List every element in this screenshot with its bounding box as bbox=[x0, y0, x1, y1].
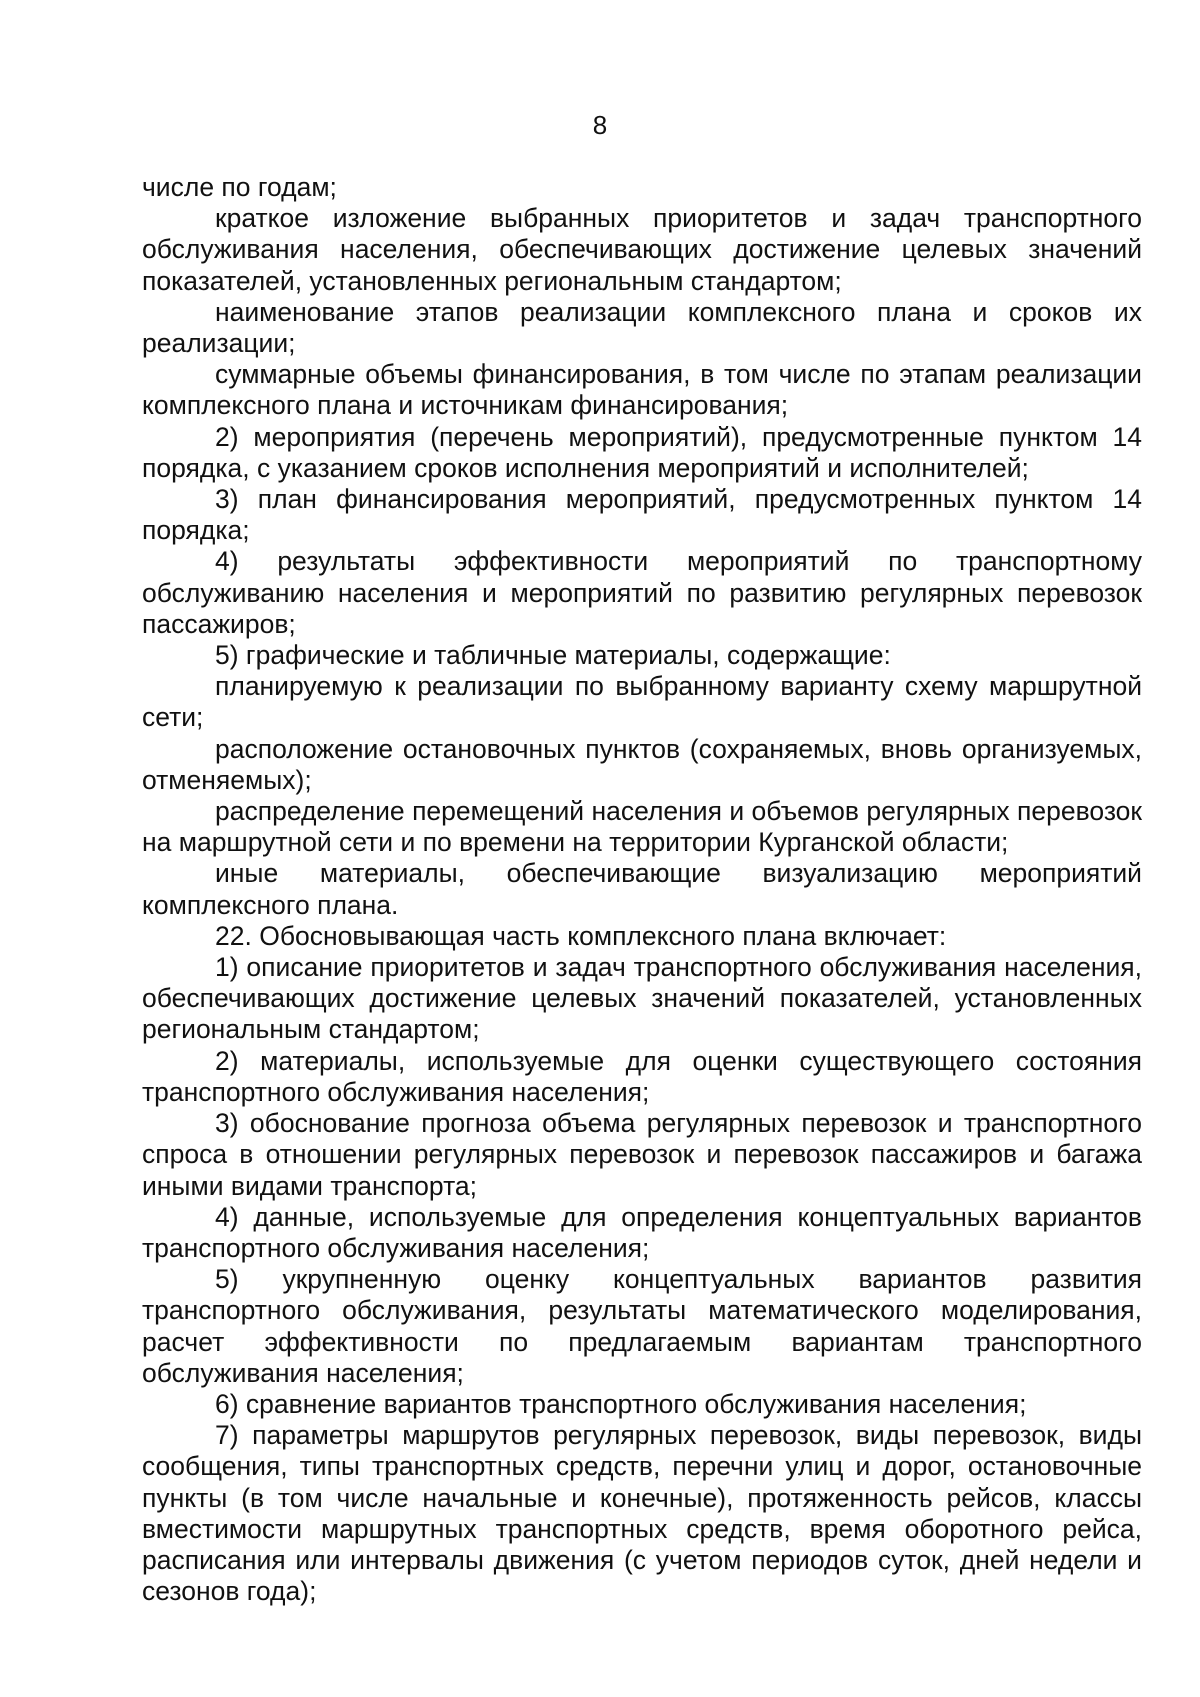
document-body bbox=[142, 172, 1142, 1607]
section-heading-paragraph: 22. Обосновывающая часть комплексного плана включает: bbox=[215, 920, 947, 951]
paragraph: 5) укрупненную оценку концептуальных вариантов развития транспортного обслуживания, результаты математического моделирования, расчет эффективности по предлагаемым вариантам транспортного обслуживания населения; bbox=[142, 1264, 1142, 1388]
paragraph: 2) мероприятия (перечень мероприятий), предусмотренные пунктом 14 порядка, с указанием сроков исполнения мероприятий и исполнителей; bbox=[142, 421, 1142, 483]
paragraph: 6) сравнение вариантов транспортного обслуживания населения; bbox=[215, 1388, 1027, 1419]
paragraph: иные материалы, обеспечивающие визуализацию мероприятий комплексного плана. bbox=[142, 858, 1142, 920]
page-number: 8 bbox=[592, 110, 608, 140]
paragraph: 5) графические и табличные материалы, содержащие: bbox=[215, 640, 891, 671]
paragraph: 7) параметры маршрутов регулярных перевозок, виды перевозок, виды сообщения, типы транспортных средств, перечни улиц и дорог, остановочные пункты (в том числе начальные и конечные), протяженность рейсов, классы вместимости маршрутных транспортных средств, время оборотного рейса, расписания или интервалы движения (с учетом периодов суток, дней недели и сезонов года); bbox=[142, 1420, 1142, 1607]
paragraph: 1) описание приоритетов и задач транспортного обслуживания населения, обеспечивающих достижение целевых значений показателей, установленных региональным стандартом; bbox=[142, 952, 1142, 1045]
paragraph: расположение остановочных пунктов (сохраняемых, вновь организуемых, отменяемых); bbox=[142, 733, 1142, 795]
paragraph: наименование этапов реализации комплексного плана и сроков их реализации; bbox=[142, 296, 1142, 359]
paragraph: 4) данные, используемые для определения концептуальных вариантов транспортного обслуживания населения; bbox=[142, 1201, 1142, 1263]
paragraph: 3) обоснование прогноза объема регулярных перевозок и транспортного спроса в отношении регулярных перевозок и перевозок пассажиров и багажа иными видами транспорта; bbox=[142, 1108, 1142, 1201]
paragraph: распределение перемещений населения и объемов регулярных перевозок на маршрутной сети и по времени на территории Курганской области; bbox=[142, 796, 1142, 858]
paragraph: планируемую к реализации по выбранному варианту схему маршрутной сети; bbox=[142, 671, 1142, 733]
paragraph-continuation: числе по годам; bbox=[142, 172, 337, 202]
paragraph: суммарные объемы финансирования, в том числе по этапам реализации комплексного плана и источникам финансирования; bbox=[142, 359, 1142, 421]
paragraph: 2) материалы, используемые для оценки существующего состояния транспортного обслуживания населения; bbox=[142, 1045, 1142, 1107]
paragraph: 3) план финансирования мероприятий, предусмотренных пунктом 14 порядка; bbox=[142, 484, 1142, 546]
paragraph: краткое изложение выбранных приоритетов и задач транспортного обслуживания населения, обеспечивающих достижение целевых значений показателей, установленных региональным стандартом; bbox=[142, 203, 1142, 296]
paragraph: 4) результаты эффективности мероприятий по транспортному обслуживанию населения и мероприятий по развитию регулярных перевозок пассажиров; bbox=[142, 546, 1142, 639]
